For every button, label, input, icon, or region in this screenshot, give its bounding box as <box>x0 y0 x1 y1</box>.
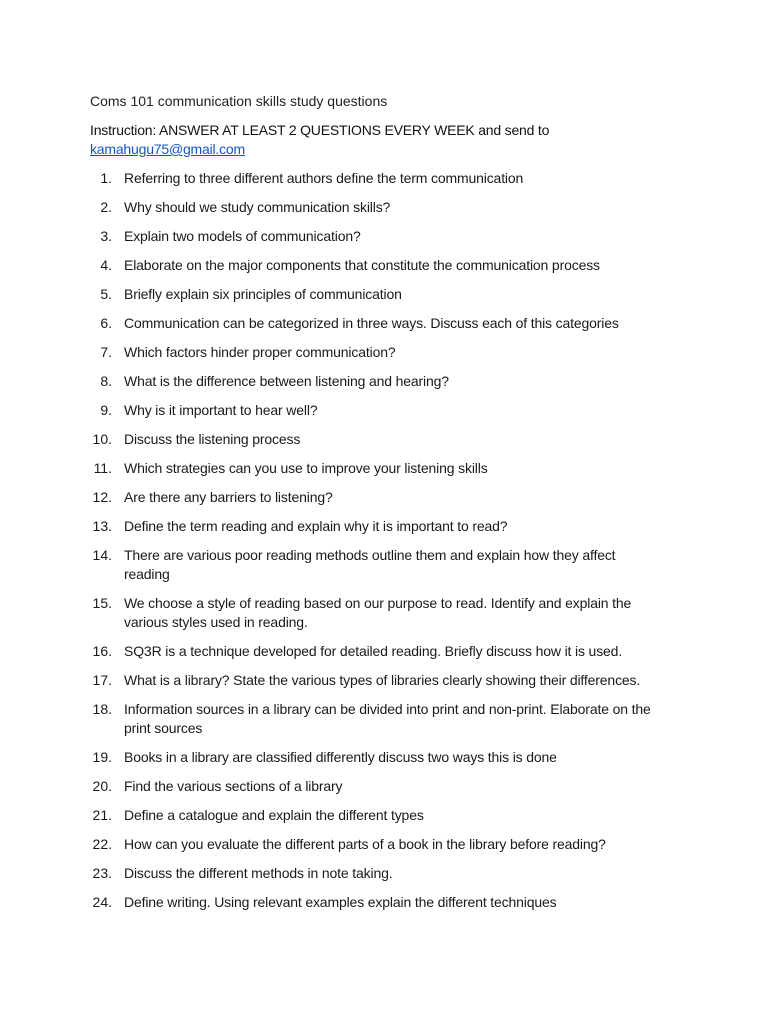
list-item <box>0 343 768 362</box>
document-title: Coms 101 communication skills study questions <box>90 93 388 109</box>
question-number: 19. <box>92 749 112 765</box>
question-number: 9. <box>100 402 112 418</box>
question-text: Are there any barriers to listening? <box>124 489 333 505</box>
question-number: 3. <box>100 228 112 244</box>
list-item <box>0 517 768 536</box>
question-number: 1. <box>100 170 112 186</box>
list-item <box>0 806 768 825</box>
question-text: Explain two models of communication? <box>124 228 361 244</box>
question-number: 11. <box>93 460 112 476</box>
question-number: 5. <box>100 286 112 302</box>
list-item <box>0 430 768 449</box>
list-item <box>0 642 768 661</box>
question-text: Why should we study communication skills? <box>124 199 391 215</box>
question-number: 22. <box>92 836 112 852</box>
list-item <box>0 700 768 738</box>
question-number: 4. <box>100 257 112 273</box>
question-text: Define writing. Using relevant examples explain the different techniques <box>124 894 557 910</box>
question-number: 12. <box>92 489 112 505</box>
list-item <box>0 198 768 217</box>
question-text: There are various poor reading methods outline them and explain how they affect reading <box>124 547 616 582</box>
question-text: How can you evaluate the different parts of a book in the library before reading? <box>124 836 606 852</box>
list-item <box>0 227 768 246</box>
list-item <box>0 671 768 690</box>
list-item <box>0 488 768 507</box>
list-item <box>0 546 768 584</box>
question-text: We choose a style of reading based on our purpose to read. Identify and explain the various styles used in reading. <box>124 595 632 630</box>
list-item <box>0 372 768 391</box>
list-item <box>0 401 768 420</box>
question-number: 2. <box>100 199 112 215</box>
question-text: Define the term reading and explain why it is important to read? <box>124 518 508 534</box>
question-number: 10. <box>92 431 112 447</box>
question-number: 13. <box>92 518 112 534</box>
questions-list <box>0 169 768 922</box>
question-number: 14. <box>92 547 112 563</box>
list-item <box>0 285 768 304</box>
question-text: Referring to three different authors define the term communication <box>124 170 524 186</box>
question-text: Define a catalogue and explain the different types <box>124 807 424 823</box>
list-item <box>0 459 768 478</box>
question-number: 21. <box>92 807 112 823</box>
question-text: Which strategies can you use to improve your listening skills <box>124 460 488 476</box>
question-text: What is a library? State the various types of libraries clearly showing their differences. <box>124 672 641 688</box>
question-text: SQ3R is a technique developed for detailed reading. Briefly discuss how it is used. <box>124 643 623 659</box>
question-number: 18. <box>92 701 112 717</box>
question-text: Which factors hinder proper communication? <box>124 344 396 360</box>
question-number: 24. <box>92 894 112 910</box>
list-item <box>0 594 768 632</box>
question-number: 15. <box>92 595 112 611</box>
question-number: 8. <box>100 373 112 389</box>
question-number: 6. <box>100 315 112 331</box>
question-number: 23. <box>92 865 112 881</box>
instruction-paragraph <box>90 121 690 159</box>
instruction-text: Instruction: ANSWER AT LEAST 2 QUESTIONS EVERY WEEK and send to <box>90 122 550 138</box>
question-text: Discuss the different methods in note taking. <box>124 865 393 881</box>
list-item <box>0 256 768 275</box>
list-item <box>0 777 768 796</box>
email-link[interactable]: kamahugu75@gmail.com <box>90 141 245 157</box>
question-text: Communication can be categorized in three ways. Discuss each of this categories <box>124 315 619 331</box>
list-item <box>0 835 768 854</box>
question-text: Briefly explain six principles of communication <box>124 286 402 302</box>
question-number: 20. <box>92 778 112 794</box>
question-text: Information sources in a library can be divided into print and non-print. Elaborate on the print sources <box>124 701 651 736</box>
list-item <box>0 169 768 188</box>
question-text: Find the various sections of a library <box>124 778 343 794</box>
list-item <box>0 893 768 912</box>
question-text: Elaborate on the major components that constitute the communication process <box>124 257 600 273</box>
question-text: Why is it important to hear well? <box>124 402 318 418</box>
list-item <box>0 314 768 333</box>
question-text: Books in a library are classified differently discuss two ways this is done <box>124 749 557 765</box>
question-text: What is the difference between listening and hearing? <box>124 373 449 389</box>
question-number: 7. <box>100 344 112 360</box>
question-number: 17. <box>92 672 112 688</box>
list-item <box>0 748 768 767</box>
question-number: 16. <box>92 643 112 659</box>
question-text: Discuss the listening process <box>124 431 301 447</box>
list-item <box>0 864 768 883</box>
